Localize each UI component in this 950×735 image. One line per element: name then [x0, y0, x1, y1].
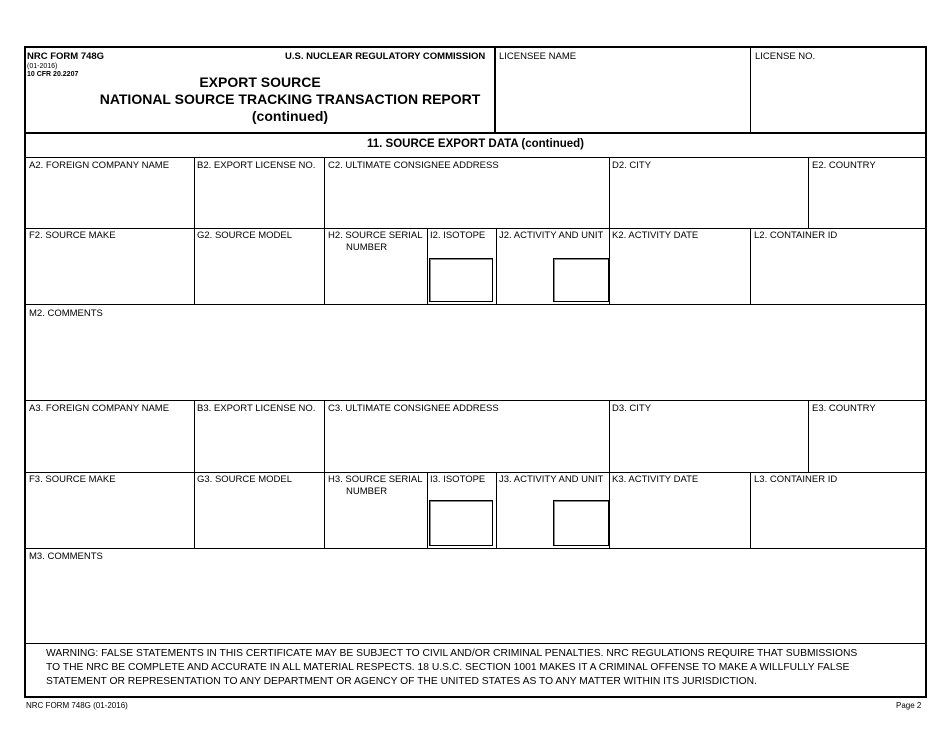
isotope-label: I2. ISOTOPE — [430, 230, 486, 241]
container-id-field[interactable] — [752, 488, 924, 546]
activity-unit-label: J3. ACTIVITY AND UNIT — [499, 474, 604, 485]
serial-number-field[interactable] — [326, 256, 425, 302]
form-number: NRC FORM 748G — [27, 51, 105, 62]
license-no-field[interactable] — [753, 64, 923, 130]
grid-line — [496, 473, 497, 548]
comments-label: M2. COMMENTS — [29, 308, 103, 319]
foreign-company-label: A2. FOREIGN COMPANY NAME — [29, 160, 170, 171]
grid-line — [750, 473, 751, 548]
agency-name: U.S. NUCLEAR REGULATORY COMMISSION — [285, 51, 486, 62]
serial-number-label-line2: NUMBER — [346, 242, 388, 253]
activity-date-field[interactable] — [611, 488, 748, 546]
grid-line — [808, 401, 809, 472]
grid-line — [25, 400, 926, 401]
country-label: E3. COUNTRY — [812, 403, 876, 414]
source-make-label: F3. SOURCE MAKE — [29, 474, 116, 485]
city-field[interactable] — [611, 174, 806, 226]
serial-number-label: H3. SOURCE SERIAL — [328, 474, 423, 485]
country-field[interactable] — [810, 174, 924, 226]
container-id-label: L2. CONTAINER ID — [754, 230, 838, 241]
grid-line — [324, 401, 325, 548]
form-title-line2: NATIONAL SOURCE TRACKING TRANSACTION REPORT — [99, 91, 481, 107]
header-divider — [494, 47, 496, 133]
serial-number-field[interactable] — [326, 500, 425, 546]
grid-line — [427, 229, 428, 304]
grid-line — [609, 158, 610, 304]
activity-date-field[interactable] — [611, 244, 748, 302]
header-bottom-rule — [25, 132, 926, 134]
header-divider — [750, 47, 751, 133]
grid-line — [750, 229, 751, 304]
city-label: D2. CITY — [612, 160, 652, 171]
activity-unit-input-box[interactable] — [553, 258, 609, 302]
grid-line — [194, 158, 195, 304]
grid-line — [25, 228, 926, 229]
grid-line — [496, 229, 497, 304]
form-title-line1: EXPORT SOURCE — [199, 74, 321, 90]
license-no-label: LICENSE NO. — [755, 51, 816, 62]
source-model-field[interactable] — [196, 244, 322, 302]
grid-line — [25, 643, 926, 644]
grid-line — [194, 401, 195, 548]
comments-field[interactable] — [27, 322, 924, 398]
serial-number-label: H2. SOURCE SERIAL — [328, 230, 423, 241]
foreign-company-field[interactable] — [27, 417, 192, 470]
licensee-name-field[interactable] — [497, 64, 747, 130]
activity-date-label: K3. ACTIVITY DATE — [612, 474, 699, 485]
grid-line — [25, 548, 926, 549]
footer-page-number: Page 2 — [896, 701, 922, 710]
isotope-input-box[interactable] — [429, 500, 493, 546]
city-label: D3. CITY — [612, 403, 652, 414]
source-model-label: G2. SOURCE MODEL — [197, 230, 293, 241]
section-title-rule — [25, 157, 926, 158]
consignee-address-label: C2. ULTIMATE CONSIGNEE ADDRESS — [328, 160, 499, 171]
export-license-field[interactable] — [196, 417, 322, 470]
foreign-company-field[interactable] — [27, 174, 192, 226]
comments-label: M3. COMMENTS — [29, 551, 103, 562]
source-model-label: G3. SOURCE MODEL — [197, 474, 293, 485]
section-title: 11. SOURCE EXPORT DATA (continued) — [366, 138, 585, 150]
cfr-reference: 10 CFR 20.2207 — [27, 71, 79, 78]
footer-form-id: NRC FORM 748G (01-2016) — [26, 701, 128, 710]
source-make-label: F2. SOURCE MAKE — [29, 230, 116, 241]
grid-line — [609, 401, 610, 548]
source-model-field[interactable] — [196, 488, 322, 546]
source-make-field[interactable] — [27, 488, 192, 546]
country-field[interactable] — [810, 417, 924, 470]
warning-line1: WARNING: FALSE STATEMENTS IN THIS CERTIFICATE MAY BE SUBJECT TO CIVIL AND/OR CRIMINAL PENALTIES. NRC REGULATIONS REQUIRE THAT SUBMISSIONS — [46, 648, 858, 659]
export-license-label: B3. EXPORT LICENSE NO. — [197, 403, 316, 414]
grid-line — [324, 158, 325, 304]
container-id-field[interactable] — [752, 244, 924, 302]
isotope-label: I3. ISOTOPE — [430, 474, 486, 485]
consignee-address-field[interactable] — [326, 417, 607, 470]
comments-field[interactable] — [27, 565, 924, 640]
activity-unit-label: J2. ACTIVITY AND UNIT — [499, 230, 604, 241]
form-date: (01-2016) — [27, 63, 58, 70]
export-license-label: B2. EXPORT LICENSE NO. — [197, 160, 316, 171]
serial-number-label-line2: NUMBER — [346, 486, 388, 497]
grid-line — [25, 472, 926, 473]
consignee-address-field[interactable] — [326, 174, 607, 226]
warning-line3: STATEMENT OR REPRESENTATION TO ANY DEPARTMENT OR AGENCY OF THE UNITED STATES AS TO ANY MATTER WITHIN ITS JURISDICTION. — [46, 676, 757, 687]
export-license-field[interactable] — [196, 174, 322, 226]
city-field[interactable] — [611, 417, 806, 470]
licensee-name-label: LICENSEE NAME — [499, 51, 577, 62]
foreign-company-label: A3. FOREIGN COMPANY NAME — [29, 403, 170, 414]
container-id-label: L3. CONTAINER ID — [754, 474, 838, 485]
grid-line — [808, 158, 809, 228]
grid-line — [25, 304, 926, 305]
form-title-line3: (continued) — [251, 108, 329, 124]
country-label: E2. COUNTRY — [812, 160, 876, 171]
grid-line — [427, 473, 428, 548]
source-make-field[interactable] — [27, 244, 192, 302]
activity-date-label: K2. ACTIVITY DATE — [612, 230, 699, 241]
consignee-address-label: C3. ULTIMATE CONSIGNEE ADDRESS — [328, 403, 499, 414]
activity-unit-input-box[interactable] — [553, 500, 609, 546]
isotope-input-box[interactable] — [429, 258, 493, 302]
warning-line2: TO THE NRC BE COMPLETE AND ACCURATE IN ALL MATERIAL RESPECTS. 18 U.S.C. SECTION 1001 MAKES IT A CRIMINAL OFFENSE TO MAKE A WILLFULLY FALSE — [46, 662, 850, 673]
